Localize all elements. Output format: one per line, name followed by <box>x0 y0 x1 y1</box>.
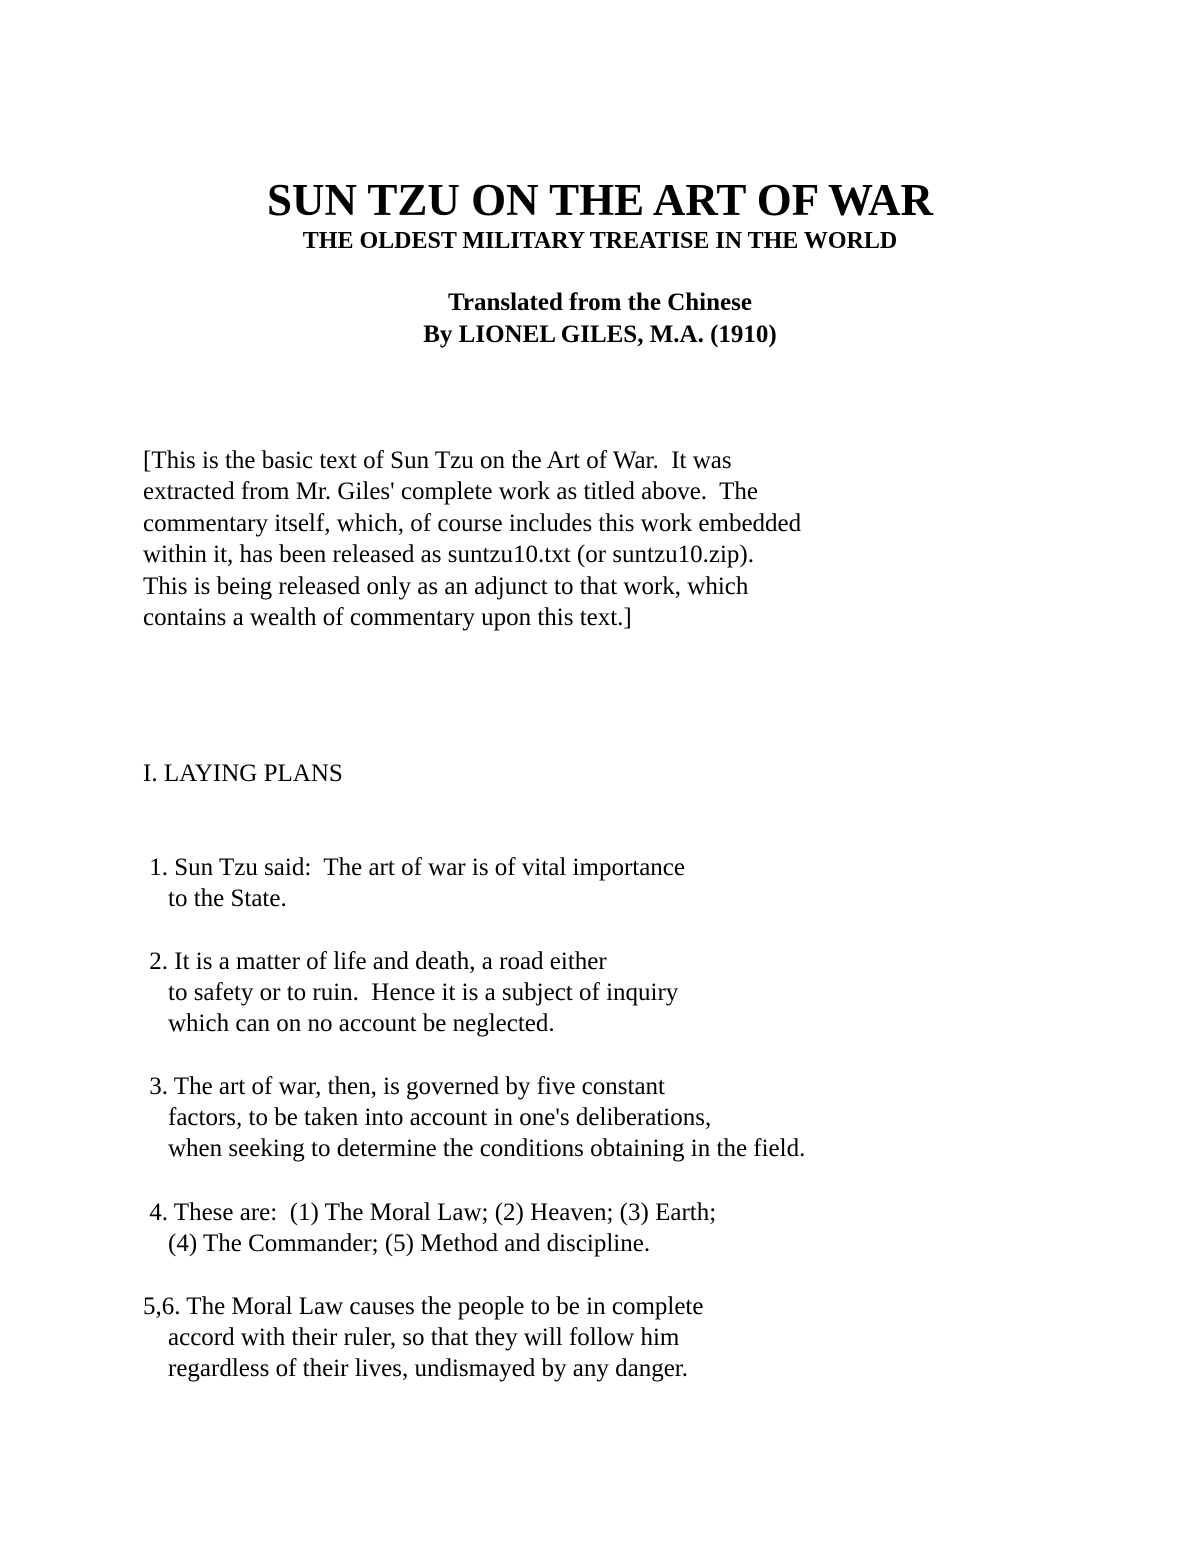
paragraph-line: (4) The Commander; (5) Method and discipline. <box>143 1230 651 1258</box>
translated-from: Translated from the Chinese <box>448 289 752 316</box>
intro-line: This is being released only as an adjunct to that work, which <box>143 572 749 600</box>
document-title: SUN TZU ON THE ART OF WAR <box>266 175 934 225</box>
paragraph-4 <box>143 1197 1143 1259</box>
paragraph-line: factors, to be taken into account in one's deliberations, <box>143 1104 712 1132</box>
paragraph-line: accord with their ruler, so that they will follow him <box>143 1324 680 1352</box>
paragraph-line: when seeking to determine the conditions obtaining in the field. <box>143 1135 806 1163</box>
intro-line: contains a wealth of commentary upon this text.] <box>143 604 632 632</box>
intro-line: within it, has been released as suntzu10.txt (or suntzu10.zip). <box>143 541 754 569</box>
paragraph-5 <box>143 1291 1143 1385</box>
paragraph-line: 1. Sun Tzu said: The art of war is of vital importance <box>143 854 686 881</box>
paragraph-line: to the State. <box>143 885 287 913</box>
document-subtitle: THE OLDEST MILITARY TREATISE IN THE WORLD <box>302 228 898 254</box>
paragraph-3 <box>143 1071 1143 1165</box>
paragraph-line: 2. It is a matter of life and death, a road either <box>143 948 607 975</box>
translator-credit: By LIONEL GILES, M.A. (1910) <box>423 321 777 348</box>
intro-line: [This is the basic text of Sun Tzu on the Art of War. It was <box>143 447 732 474</box>
intro-note <box>143 445 1143 633</box>
paragraph-line: which can on no account be neglected. <box>143 1010 555 1038</box>
paragraph-line: regardless of their lives, undismayed by any danger. <box>143 1355 688 1383</box>
paragraph-2 <box>143 946 1143 1040</box>
intro-line: extracted from Mr. Giles' complete work as titled above. The <box>143 478 758 506</box>
paragraph-line: 4. These are: (1) The Moral Law; (2) Heaven; (3) Earth; <box>143 1199 717 1226</box>
paragraph-line: 5,6. The Moral Law causes the people to be in complete <box>143 1293 704 1320</box>
paragraph-1 <box>143 852 1143 914</box>
paragraph-line: 3. The art of war, then, is governed by five constant <box>143 1073 665 1100</box>
chapter-heading: I. LAYING PLANS <box>143 760 343 787</box>
intro-line: commentary itself, which, of course includes this work embedded <box>143 509 802 537</box>
paragraph-line: to safety or to ruin. Hence it is a subject of inquiry <box>143 979 679 1007</box>
